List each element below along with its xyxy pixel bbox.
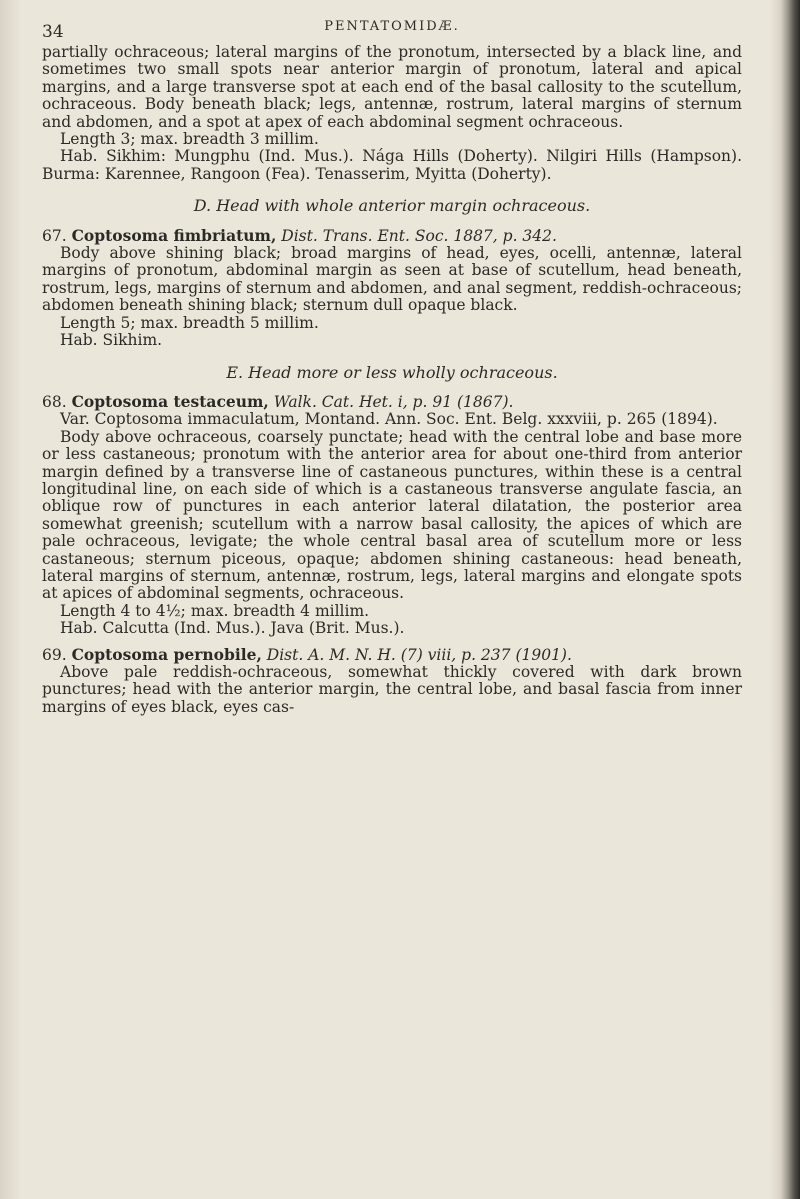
intro-paragraph-1: partially ochraceous; lateral margins of the pronotum, intersected by a black line, and sometimes two small spots near anterior margin of pronotum, lateral and apical margins, and a large transverse spot at each end of the basal callosity to the scutellum, ochraceous. Body beneath black; legs, antennæ, rostrum, lateral margins of sternum and abdomen, and a spot at apex of each abdominal segment ochraceous. <box>42 43 742 131</box>
species-68-length: Length 4 to 4½; max. breadth 4 millim. <box>60 601 370 620</box>
species-68-title <box>42 393 742 411</box>
page-gutter-shadow <box>0 0 22 1199</box>
species-68-reference: Walk. Cat. Het. i, p. 91 (1867). <box>273 392 514 411</box>
species-69-number: 69. <box>42 645 67 664</box>
species-69-reference: Dist. A. M. N. H. (7) viii, p. 237 (1901). <box>266 645 572 664</box>
species-67-reference: Dist. Trans. Ent. Soc. 1887, p. 342. <box>281 226 557 245</box>
species-67-description: Body above shining black; broad margins of head, eyes, ocelli, antennæ, lateral margins of pronotum, abdominal margin as seen at base of scutellum, head beneath, rostrum, legs, margins of sternum and abdomen, and anal segment, reddish-ochraceous; abdomen beneath shining black; sternum dull opaque black. <box>42 244 742 315</box>
species-67-name: Coptosoma fimbriatum, <box>71 225 277 245</box>
species-67-number: 67. <box>42 226 67 245</box>
running-head: PENTATOMIDÆ. <box>324 19 460 34</box>
species-69-description: Above pale reddish-ochraceous, somewhat thickly covered with dark brown punctures; head with the anterior margin, the central lobe, and basal fascia from inner margins of eyes black, eyes cas- <box>42 663 742 716</box>
section-d-heading: D. Head with whole anterior margin ochraceous. <box>193 196 591 216</box>
species-69-title <box>42 646 742 664</box>
species-67-title <box>42 227 742 245</box>
species-68-number: 68. <box>42 392 67 411</box>
section-e-heading: E. Head more or less wholly ochraceous. <box>226 362 558 382</box>
species-67-length: Length 5; max. breadth 5 millim. <box>60 313 319 332</box>
intro-habitat: Hab. Sikhim: Mungphu (Ind. Mus.). Nága Hills (Doherty). Nilgiri Hills (Hampson). Burma: Karennee, Rangoon (Fea). Tenasserim, Myitta (Doherty). <box>42 147 742 183</box>
book-page <box>42 18 742 716</box>
page-header <box>42 18 742 44</box>
scan-edge-shadow <box>770 0 800 1199</box>
species-68-description: Body above ochraceous, coarsely punctate; head with the central lobe and base more or less castaneous; pronotum with the anterior area for about one-third from anterior margin defined by a transverse line of castaneous punctures, within these is a central longitudinal line, on each side of which is a castaneous transverse angulate fascia, an oblique row of punctures in each anterior lateral dilatation, the posterior area somewhat greenish; scutellum with a narrow basal callosity, the apices of which are pale ochraceous, levigate; the whole central basal area of scutellum more or less castaneous; sternum piceous, opaque; abdomen shining castaneous: head beneath, lateral margins of sternum, antennæ, rostrum, legs, lateral margins and elongate spots at apices of abdominal segments, ochraceous. <box>42 427 742 603</box>
species-67-habitat: Hab. Sikhim. <box>60 331 163 350</box>
species-68-variety: Var. Coptosoma immaculatum, Montand. Ann. Soc. Ent. Belg. xxxviii, p. 265 (1894). <box>60 410 718 429</box>
species-69-name: Coptosoma pernobile, <box>71 644 262 664</box>
species-68-habitat: Hab. Calcutta (Ind. Mus.). Java (Brit. Mus.). <box>60 619 405 638</box>
intro-length: Length 3; max. breadth 3 millim. <box>60 130 319 149</box>
species-68-name: Coptosoma testaceum, <box>71 391 269 411</box>
page-number: 34 <box>42 22 64 42</box>
